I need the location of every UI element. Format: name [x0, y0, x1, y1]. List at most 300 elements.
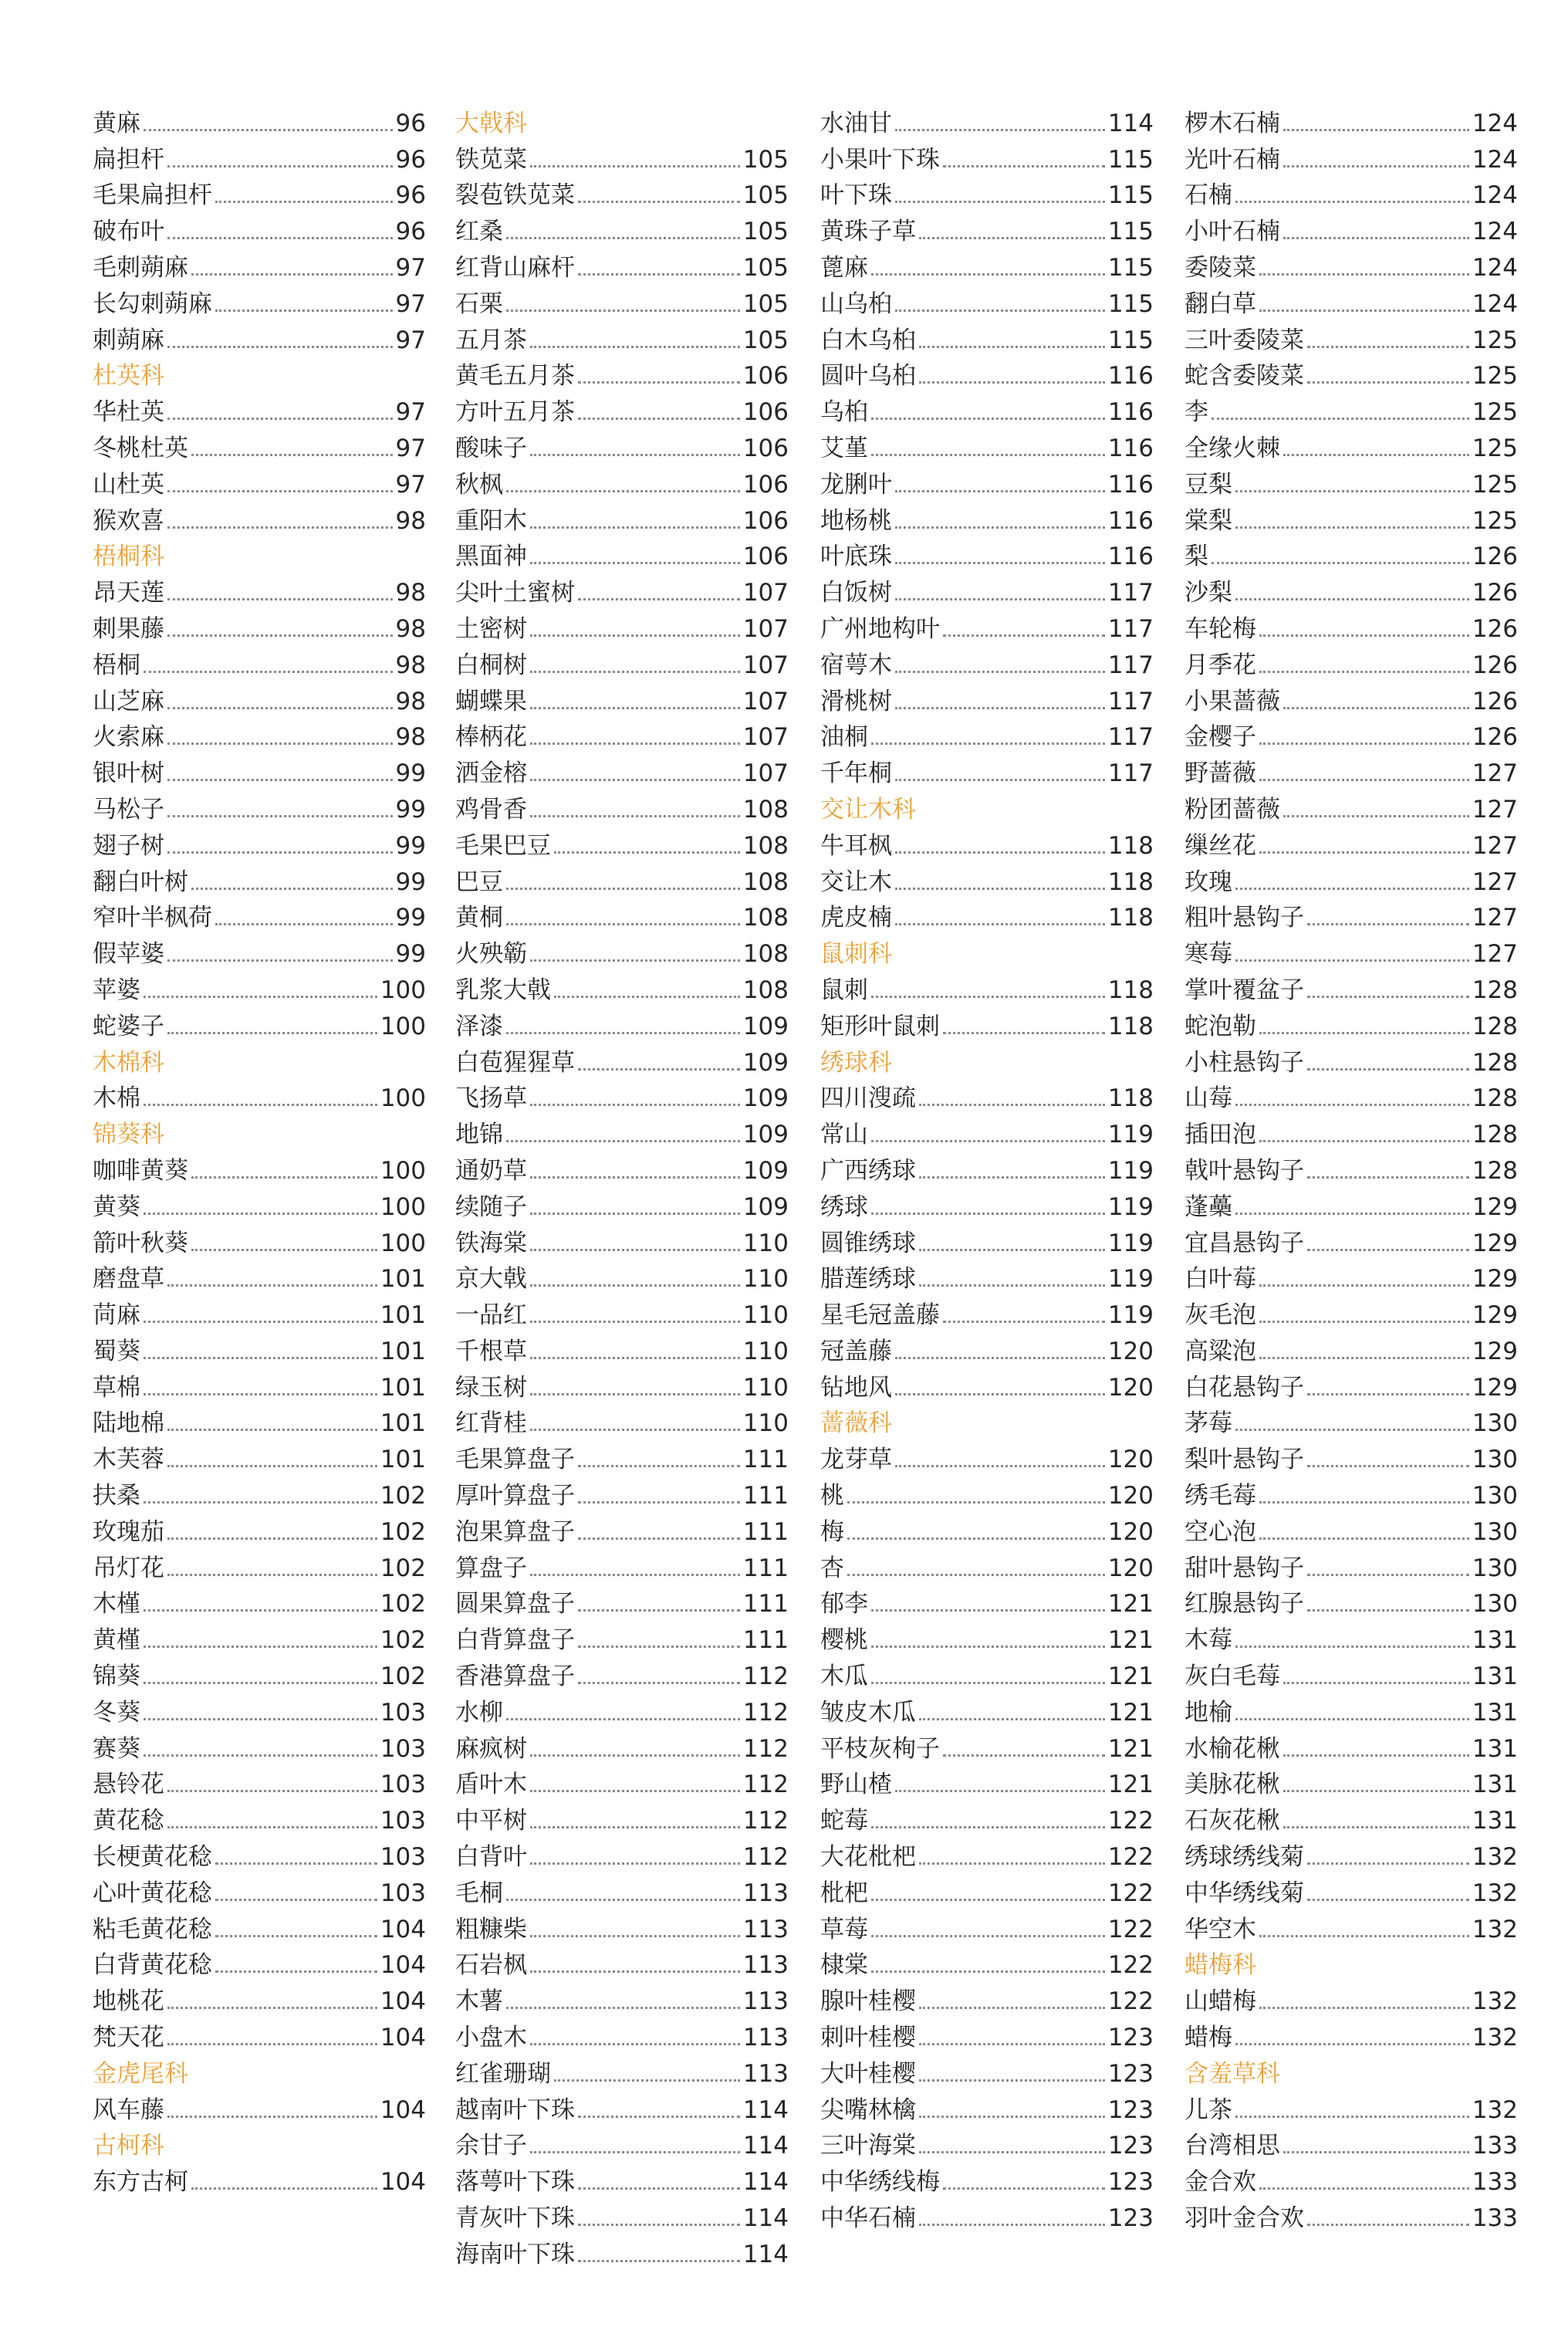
- entry-page-number: 125: [1472, 398, 1518, 427]
- leader-dots: [167, 1574, 377, 1576]
- index-entry: [820, 681, 1154, 717]
- entry-page-number: 101: [380, 1409, 426, 1438]
- entry-name: 黄葵: [93, 1192, 140, 1221]
- index-entry: [455, 861, 789, 898]
- entry-page-number: 100: [380, 1012, 426, 1040]
- leader-dots: [215, 310, 393, 312]
- entry-page-number: 117: [1107, 759, 1154, 788]
- leader-dots: [871, 1646, 1105, 1648]
- entry-page-number: 121: [1107, 1626, 1154, 1655]
- entry-name: 空心泡: [1184, 1517, 1256, 1546]
- leader-dots: [554, 996, 740, 998]
- entry-name: 石栗: [455, 289, 503, 318]
- index-entry: [1184, 103, 1518, 139]
- index-entry: [455, 464, 789, 500]
- index-entry: [455, 139, 789, 175]
- leader-dots: [530, 562, 740, 564]
- leader-dots: [895, 851, 1105, 854]
- index-entry: [455, 1909, 789, 1945]
- leader-dots: [215, 201, 393, 203]
- entry-page-number: 128: [1472, 1012, 1518, 1040]
- entry-page-number: 127: [1472, 940, 1518, 969]
- index-entry: [455, 1764, 789, 1801]
- entry-name: 常山: [820, 1121, 868, 1149]
- entry-name: 裂苞铁苋菜: [455, 181, 575, 210]
- entry-name: 黄珠子草: [820, 218, 916, 246]
- leader-dots: [167, 2116, 377, 2118]
- index-entry: [1184, 1692, 1518, 1728]
- entry-page-number: 132: [1472, 1879, 1518, 1907]
- entry-page-number: 132: [1472, 1915, 1518, 1943]
- entry-name: 巴豆: [455, 868, 503, 896]
- index-entry: [455, 789, 789, 825]
- entry-name: 黄花稔: [93, 1807, 164, 1835]
- entry-page-number: 110: [742, 1409, 789, 1438]
- family-heading: [820, 1403, 1154, 1439]
- index-entry: [93, 753, 426, 789]
- leader-dots: [578, 1068, 740, 1071]
- index-entry: [1184, 933, 1518, 969]
- index-entry: [455, 1981, 789, 2017]
- entry-page-number: 115: [1107, 145, 1154, 174]
- entry-page-number: 118: [1107, 1012, 1154, 1040]
- leader-dots: [191, 888, 393, 890]
- entry-page-number: 111: [742, 1554, 789, 1582]
- index-entry: [93, 211, 426, 247]
- leader-dots: [167, 418, 393, 420]
- entry-name: 黄麻: [93, 109, 140, 137]
- entry-page-number: 100: [380, 1229, 426, 1257]
- index-entry: [455, 175, 789, 211]
- index-entry: [820, 103, 1154, 139]
- entry-name: 长梗黄花稔: [93, 1843, 212, 1872]
- entry-page-number: 104: [380, 1951, 426, 1980]
- leader-dots: [1283, 129, 1469, 131]
- entry-page-number: 133: [1472, 2168, 1518, 2197]
- leader-dots: [1259, 1140, 1469, 1142]
- index-entry: [93, 1548, 426, 1584]
- index-entry: [820, 1800, 1154, 1836]
- leader-dots: [919, 237, 1105, 239]
- index-column-4: [1184, 103, 1518, 2234]
- leader-dots: [1283, 815, 1469, 817]
- leader-dots: [871, 1826, 1105, 1828]
- family-name: 蔷薇科: [820, 1409, 892, 1438]
- index-entry: [820, 428, 1154, 464]
- index-entry: [93, 1259, 426, 1295]
- entry-page-number: 100: [380, 976, 426, 1004]
- leader-dots: [895, 779, 1105, 781]
- index-entry: [820, 2053, 1154, 2089]
- entry-page-number: 115: [1107, 253, 1154, 282]
- index-entry: [455, 391, 789, 428]
- leader-dots: [919, 2007, 1105, 2009]
- index-entry: [93, 1439, 426, 1475]
- leader-dots: [144, 1501, 377, 1504]
- entry-name: 梵天花: [93, 2024, 164, 2052]
- entry-name: 粗糠柴: [455, 1915, 527, 1943]
- index-entry: [93, 1619, 426, 1656]
- index-entry: [455, 1656, 789, 1692]
- entry-page-number: 122: [1107, 1951, 1154, 1980]
- entry-name: 白背叶: [455, 1843, 527, 1872]
- index-entry: [820, 2161, 1154, 2197]
- entry-name: 石楠: [1184, 181, 1232, 210]
- entry-page-number: 128: [1472, 976, 1518, 1004]
- index-entry: [820, 500, 1154, 536]
- index-entry: [820, 717, 1154, 753]
- leader-dots: [530, 1970, 740, 1973]
- entry-page-number: 109: [742, 1012, 789, 1040]
- entry-page-number: 112: [742, 1663, 789, 1691]
- entry-page-number: 124: [1472, 181, 1518, 210]
- leader-dots: [943, 2187, 1105, 2190]
- entry-page-number: 110: [742, 1301, 789, 1330]
- entry-name: 黄毛五月茶: [455, 362, 575, 391]
- leader-dots: [919, 1104, 1105, 1106]
- leader-dots: [167, 237, 393, 239]
- index-entry: [1184, 2161, 1518, 2197]
- index-entry: [820, 2017, 1154, 2053]
- entry-name: 蛇莓: [820, 1807, 868, 1835]
- entry-name: 土密树: [455, 614, 527, 643]
- entry-page-number: 117: [1107, 579, 1154, 607]
- entry-name: 盾叶木: [455, 1771, 527, 1799]
- index-entry: [93, 1945, 426, 1981]
- index-entry: [1184, 1186, 1518, 1223]
- leader-dots: [191, 2187, 377, 2190]
- index-entry: [1184, 1367, 1518, 1403]
- index-entry: [820, 2126, 1154, 2162]
- entry-name: 毛刺蒴麻: [93, 253, 188, 282]
- index-entry: [455, 753, 789, 789]
- leader-dots: [1283, 1682, 1469, 1684]
- entry-page-number: 122: [1107, 1843, 1154, 1872]
- leader-dots: [895, 129, 1105, 131]
- entry-page-number: 119: [1107, 1121, 1154, 1149]
- index-entry: [455, 1259, 789, 1295]
- entry-name: 叶底珠: [820, 543, 892, 571]
- entry-page-number: 103: [380, 1807, 426, 1835]
- entry-name: 陆地棉: [93, 1409, 164, 1438]
- entry-name: 矩形叶鼠刺: [820, 1012, 940, 1040]
- leader-dots: [506, 237, 740, 239]
- entry-page-number: 113: [742, 1915, 789, 1943]
- index-entry: [820, 898, 1154, 934]
- index-entry: [1184, 825, 1518, 861]
- leader-dots: [530, 1574, 740, 1576]
- index-entry: [820, 1150, 1154, 1186]
- entry-page-number: 105: [742, 289, 789, 318]
- leader-dots: [530, 815, 740, 817]
- entry-page-number: 114: [742, 2096, 789, 2124]
- index-entry: [455, 1619, 789, 1656]
- entry-page-number: 133: [1472, 2204, 1518, 2233]
- entry-page-number: 127: [1472, 904, 1518, 932]
- entry-name: 余甘子: [455, 2132, 527, 2160]
- leader-dots: [1307, 1393, 1469, 1395]
- entry-name: 蜀葵: [93, 1337, 140, 1365]
- entry-name: 桃: [820, 1482, 844, 1510]
- entry-page-number: 129: [1472, 1301, 1518, 1330]
- entry-page-number: 132: [1472, 2024, 1518, 2052]
- index-entry: [1184, 2017, 1518, 2053]
- index-entry: [1184, 753, 1518, 789]
- entry-page-number: 111: [742, 1517, 789, 1546]
- entry-page-number: 96: [395, 109, 426, 137]
- entry-page-number: 108: [742, 831, 789, 860]
- leader-dots: [1259, 1032, 1469, 1034]
- index-entry: [1184, 139, 1518, 175]
- entry-name: 黄槿: [93, 1626, 140, 1655]
- entry-page-number: 120: [1107, 1517, 1154, 1546]
- leader-dots: [191, 273, 393, 276]
- index-entry: [455, 1836, 789, 1872]
- entry-page-number: 100: [380, 1156, 426, 1185]
- index-entry: [455, 1439, 789, 1475]
- leader-dots: [1235, 2116, 1469, 2118]
- entry-page-number: 118: [1107, 904, 1154, 932]
- entry-name: 金樱子: [1184, 723, 1256, 752]
- leader-dots: [871, 418, 1105, 420]
- index-entry: [93, 861, 426, 898]
- entry-name: 蓖麻: [820, 253, 868, 282]
- family-heading: [93, 2053, 426, 2089]
- entry-name: 山杜英: [93, 470, 164, 499]
- leader-dots: [530, 1790, 740, 1792]
- leader-dots: [530, 742, 740, 745]
- index-entry: [455, 320, 789, 356]
- index-entry: [1184, 1331, 1518, 1367]
- entry-page-number: 130: [1472, 1482, 1518, 1510]
- index-entry: [820, 283, 1154, 320]
- index-entry: [455, 1728, 789, 1764]
- index-entry: [455, 2161, 789, 2197]
- entry-page-number: 123: [1107, 2204, 1154, 2233]
- index-entry: [1184, 969, 1518, 1006]
- entry-page-number: 108: [742, 868, 789, 896]
- leader-dots: [919, 2116, 1105, 2118]
- entry-page-number: 106: [742, 506, 789, 535]
- entry-page-number: 126: [1472, 651, 1518, 679]
- entry-name: 小盘木: [455, 2024, 527, 2052]
- entry-name: 通奶草: [455, 1156, 527, 1185]
- index-entry: [820, 608, 1154, 644]
- leader-dots: [530, 1321, 740, 1323]
- entry-page-number: 115: [1107, 181, 1154, 210]
- entry-page-number: 98: [395, 651, 426, 679]
- index-column-3: [820, 103, 1154, 2234]
- leader-dots: [1307, 1609, 1469, 1612]
- entry-page-number: 108: [742, 904, 789, 932]
- leader-dots: [919, 1862, 1105, 1865]
- entry-name: 星毛冠盖藤: [820, 1301, 940, 1330]
- entry-page-number: 96: [395, 181, 426, 210]
- entry-page-number: 124: [1472, 253, 1518, 282]
- entry-name: 钻地风: [820, 1373, 892, 1402]
- leader-dots: [895, 598, 1105, 600]
- leader-dots: [554, 851, 740, 854]
- entry-name: 蓬蘽: [1184, 1192, 1232, 1221]
- index-entry: [820, 1331, 1154, 1367]
- index-entry: [1184, 247, 1518, 283]
- leader-dots: [578, 1501, 740, 1504]
- entry-name: 四川溲疏: [820, 1084, 916, 1113]
- entry-page-number: 123: [1107, 2096, 1154, 2124]
- entry-name: 广西绣球: [820, 1156, 916, 1185]
- leader-dots: [871, 1935, 1105, 1937]
- entry-page-number: 106: [742, 398, 789, 427]
- entry-name: 飞扬草: [455, 1084, 527, 1113]
- index-column-2: [455, 103, 789, 2270]
- entry-page-number: 129: [1472, 1337, 1518, 1365]
- entry-page-number: 116: [1107, 506, 1154, 535]
- index-entry: [1184, 1403, 1518, 1439]
- leader-dots: [530, 1104, 740, 1106]
- index-entry: [820, 2197, 1154, 2234]
- leader-dots: [895, 526, 1105, 529]
- entry-page-number: 96: [395, 218, 426, 246]
- family-name: 大戟科: [455, 109, 527, 137]
- index-entry: [820, 2089, 1154, 2126]
- entry-name: 小柱悬钩子: [1184, 1048, 1304, 1077]
- family-name: 杜英科: [93, 362, 164, 391]
- leader-dots: [167, 598, 393, 600]
- index-entry: [820, 1945, 1154, 1981]
- entry-page-number: 115: [1107, 289, 1154, 318]
- index-entry: [93, 139, 426, 175]
- entry-name: 豆梨: [1184, 470, 1232, 499]
- entry-name: 椤木石楠: [1184, 109, 1280, 137]
- entry-name: 中华绣线菊: [1184, 1879, 1304, 1907]
- leader-dots: [919, 2043, 1105, 2045]
- index-entry: [93, 644, 426, 681]
- leader-dots: [1235, 490, 1469, 492]
- entry-name: 铁苋菜: [455, 145, 527, 174]
- index-entry: [93, 247, 426, 283]
- leader-dots: [144, 1609, 377, 1612]
- entry-page-number: 125: [1472, 326, 1518, 354]
- entry-name: 白木乌桕: [820, 326, 916, 354]
- leader-dots: [943, 165, 1105, 167]
- entry-name: 红腺悬钩子: [1184, 1590, 1304, 1619]
- entry-page-number: 101: [380, 1265, 426, 1294]
- entry-name: 水柳: [455, 1698, 503, 1727]
- index-entry: [93, 1981, 426, 2017]
- leader-dots: [895, 1465, 1105, 1467]
- entry-name: 木薯: [455, 1987, 503, 2016]
- index-entry: [820, 1475, 1154, 1511]
- entry-name: 中华石楠: [820, 2204, 916, 2233]
- entry-page-number: 103: [380, 1843, 426, 1872]
- index-entry: [820, 1367, 1154, 1403]
- entry-name: 尖嘴林檎: [820, 2096, 916, 2124]
- leader-dots: [895, 888, 1105, 890]
- entry-name: 火索麻: [93, 723, 164, 752]
- index-entry: [1184, 1078, 1518, 1115]
- index-entry: [93, 1331, 426, 1367]
- leader-dots: [167, 707, 393, 709]
- entry-page-number: 119: [1107, 1229, 1154, 1257]
- entry-page-number: 102: [380, 1554, 426, 1582]
- entry-name: 三叶海棠: [820, 2132, 916, 2160]
- leader-dots: [530, 454, 740, 456]
- entry-name: 牛耳枫: [820, 831, 892, 860]
- index-entry: [1184, 2197, 1518, 2234]
- leader-dots: [1259, 1537, 1469, 1540]
- index-entry: [93, 1511, 426, 1548]
- index-entry: [455, 283, 789, 320]
- leader-dots: [1283, 237, 1469, 239]
- entry-name: 黄桐: [455, 904, 503, 932]
- entry-page-number: 121: [1107, 1590, 1154, 1619]
- index-entry: [1184, 644, 1518, 681]
- leader-dots: [1259, 1357, 1469, 1359]
- leader-dots: [1235, 1213, 1469, 1215]
- entry-page-number: 109: [742, 1156, 789, 1185]
- entry-page-number: 127: [1472, 831, 1518, 860]
- entry-page-number: 111: [742, 1446, 789, 1474]
- entry-page-number: 107: [742, 687, 789, 715]
- entry-name: 全缘火棘: [1184, 434, 1280, 462]
- entry-page-number: 110: [742, 1229, 789, 1257]
- entry-name: 甜叶悬钩子: [1184, 1554, 1304, 1582]
- entry-page-number: 122: [1107, 1879, 1154, 1907]
- index-entry: [93, 1150, 426, 1186]
- entry-name: 皱皮木瓜: [820, 1698, 916, 1727]
- entry-page-number: 126: [1472, 543, 1518, 571]
- index-entry: [455, 1692, 789, 1728]
- entry-name: 枇杷: [820, 1879, 868, 1907]
- leader-dots: [144, 1213, 377, 1215]
- entry-name: 落萼叶下珠: [455, 2168, 575, 2197]
- index-entry: [820, 753, 1154, 789]
- entry-name: 插田泡: [1184, 1121, 1256, 1149]
- entry-page-number: 126: [1472, 614, 1518, 643]
- entry-page-number: 99: [395, 940, 426, 969]
- leader-dots: [144, 1718, 377, 1720]
- leader-dots: [871, 1682, 1105, 1684]
- index-entry: [93, 1294, 426, 1331]
- entry-page-number: 102: [380, 1663, 426, 1691]
- entry-page-number: 104: [380, 2024, 426, 2052]
- index-entry: [455, 428, 789, 464]
- index-entry: [820, 1186, 1154, 1223]
- index-entry: [93, 283, 426, 320]
- leader-dots: [1307, 1465, 1469, 1467]
- leader-dots: [167, 1790, 377, 1792]
- family-name: 绣球科: [820, 1048, 892, 1077]
- index-entry: [1184, 1872, 1518, 1909]
- entry-name: 蛇含委陵菜: [1184, 362, 1304, 391]
- entry-name: 越南叶下珠: [455, 2096, 575, 2124]
- entry-page-number: 106: [742, 470, 789, 499]
- leader-dots: [554, 2079, 740, 2082]
- leader-dots: [144, 1754, 377, 1757]
- leader-dots: [919, 2151, 1105, 2153]
- leader-dots: [1235, 1104, 1469, 1106]
- entry-page-number: 132: [1472, 1987, 1518, 2016]
- entry-page-number: 125: [1472, 506, 1518, 535]
- entry-name: 交让木: [820, 868, 892, 896]
- entry-page-number: 118: [1107, 1084, 1154, 1113]
- entry-page-number: 129: [1472, 1192, 1518, 1221]
- index-entry: [1184, 391, 1518, 428]
- leader-dots: [506, 888, 740, 890]
- index-entry: [455, 1367, 789, 1403]
- leader-dots: [1211, 562, 1469, 564]
- entry-page-number: 125: [1472, 470, 1518, 499]
